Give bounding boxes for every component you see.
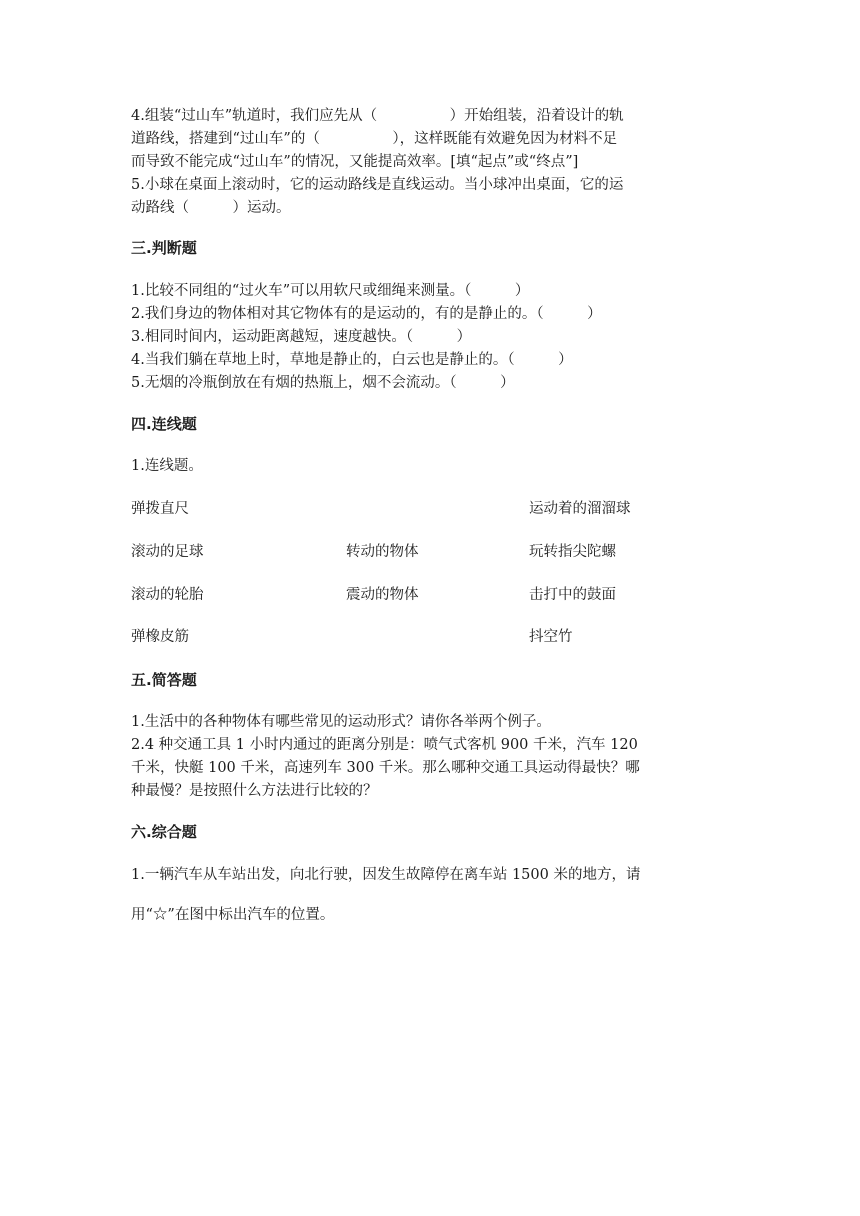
fill-q4-line-1: 4.组装“过山车”轨道时，我们应先从（ ）开始组装，沿着设计的轨: [131, 108, 624, 124]
match-middle-1: 转动的物体: [346, 544, 419, 560]
judge-item-1: 1.比较不同组的“过火车”可以用软尺或细绳来测量。（ ）: [131, 283, 530, 299]
match-left-2: 滚动的足球: [131, 544, 204, 560]
judge-item-2: 2.我们身边的物体相对其它物体有的是运动的，有的是静止的。（ ）: [131, 306, 602, 322]
fill-q4-line-3: 而导致不能完成“过山车”的情况，又能提高效率。[填“起点”或“终点”]: [131, 154, 579, 170]
short-answer-q2-line-2: 千米，快艇 100 千米，高速列车 300 千米。那么哪种交通工具运动得最快？哪: [131, 760, 640, 776]
short-answer-q2-line-1: 2.4 种交通工具 1 小时内通过的距离分别是：喷气式客机 900 千米，汽车 120: [131, 737, 638, 753]
match-right-4: 抖空竹: [529, 629, 573, 645]
section-heading-match: 四.连线题: [131, 415, 197, 433]
match-question: 1.连线题。: [131, 458, 203, 474]
match-left-1: 弹拨直尺: [131, 501, 189, 517]
fill-q5-line-1: 5.小球在桌面上滚动时，它的运动路线是直线运动。当小球冲出桌面，它的运: [131, 177, 624, 193]
fill-q5-line-2: 动路线（ ）运动。: [131, 200, 291, 216]
comprehensive-q1-line-1: 1.一辆汽车从车站出发，向北行驶，因发生故障停在离车站 1500 米的地方，请: [131, 867, 641, 883]
match-right-3: 击打中的鼓面: [529, 587, 616, 603]
fill-q4-line-2: 道路线，搭建到“过山车”的（ ），这样既能有效避免因为材料不足: [131, 131, 618, 147]
match-right-1: 运动着的溜溜球: [529, 501, 631, 517]
match-middle-2: 震动的物体: [346, 587, 419, 603]
comprehensive-q1-line-2: 用“☆”在图中标出汽车的位置。: [131, 907, 335, 923]
match-left-3: 滚动的轮胎: [131, 587, 204, 603]
match-left-4: 弹橡皮筋: [131, 629, 189, 645]
short-answer-q2-line-3: 种最慢？是按照什么方法进行比较的？: [131, 783, 378, 799]
judge-item-4: 4.当我们躺在草地上时，草地是静止的，白云也是静止的。（ ）: [131, 352, 573, 368]
short-answer-q1: 1.生活中的各种物体有哪些常见的运动形式？请你各举两个例子。: [131, 714, 551, 730]
section-heading-judge: 三.判断题: [131, 239, 197, 257]
judge-item-5: 5.无烟的冷瓶倒放在有烟的热瓶上，烟不会流动。（ ）: [131, 375, 515, 391]
match-right-2: 玩转指尖陀螺: [529, 544, 616, 560]
judge-item-3: 3.相同时间内，运动距离越短，速度越快。（ ）: [131, 329, 472, 345]
section-heading-short-answer: 五.简答题: [131, 671, 197, 689]
section-heading-comprehensive: 六.综合题: [131, 823, 197, 841]
